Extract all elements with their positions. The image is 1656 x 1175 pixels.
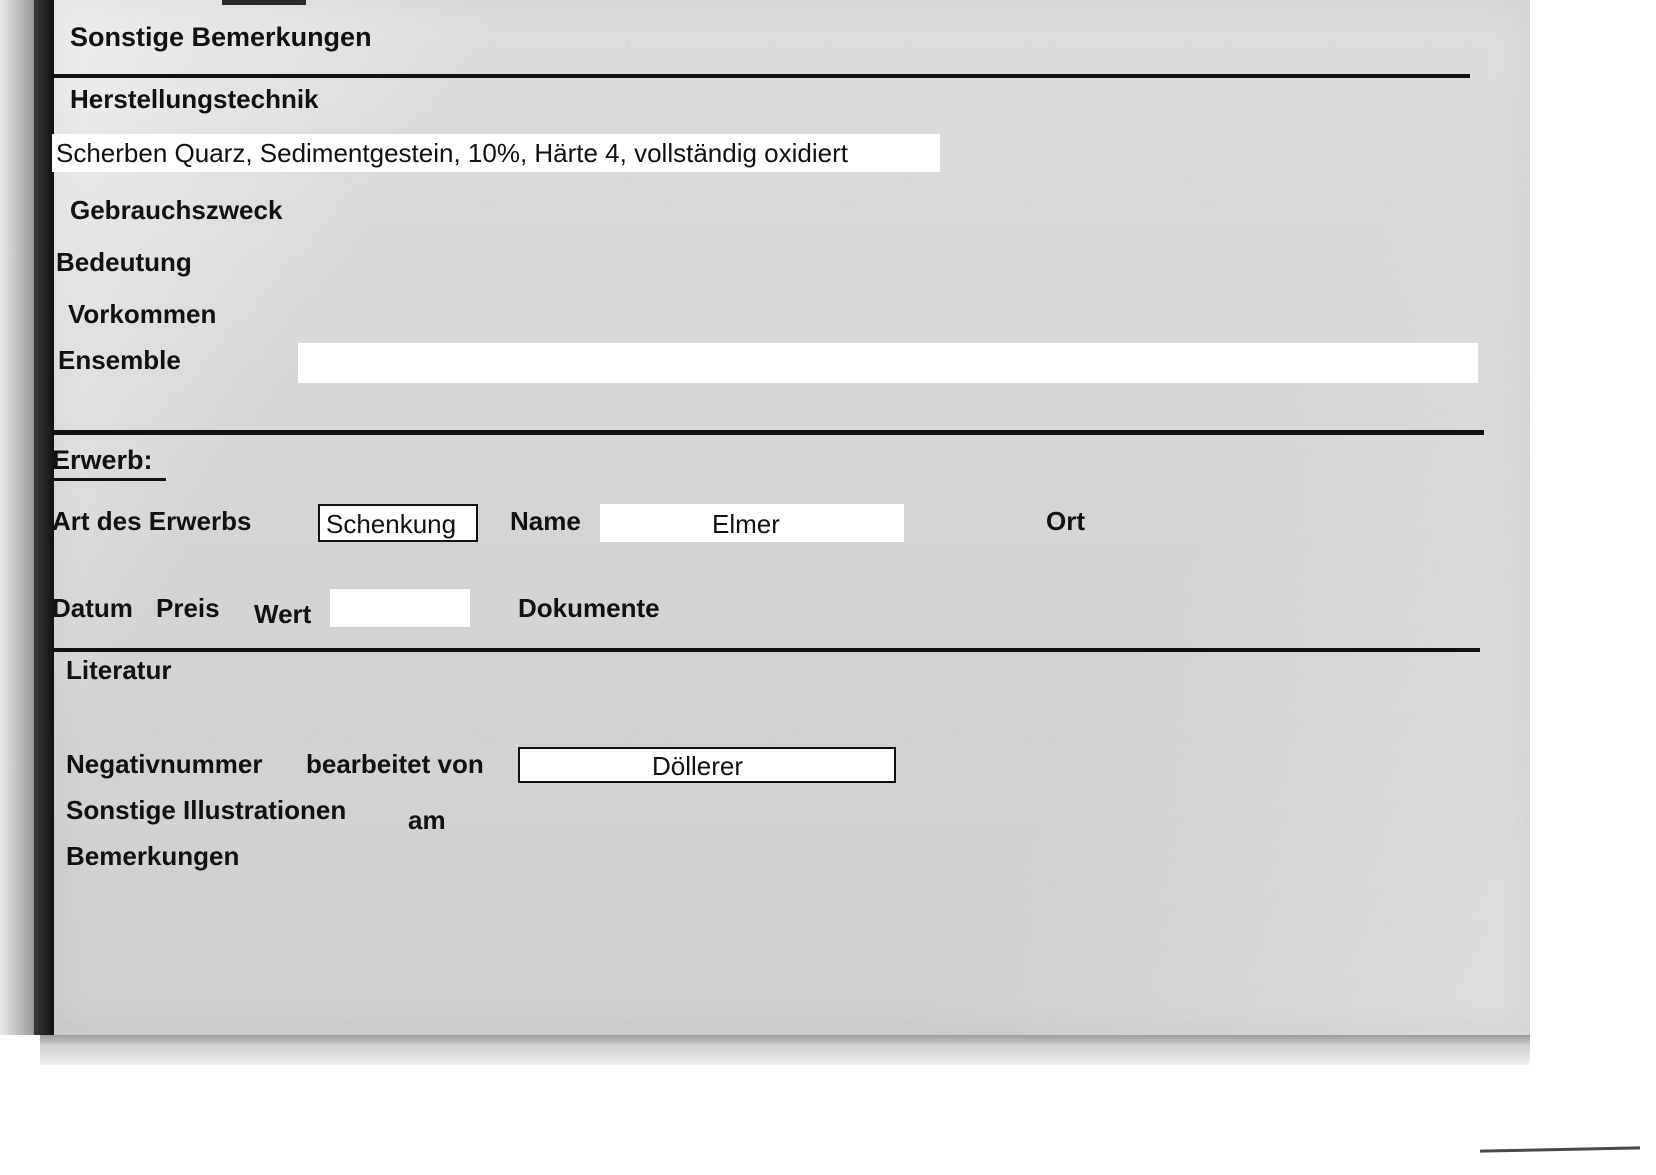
footer-remarks-label: Bemerkungen [66,841,240,871]
edited-by-label: bearbeitet von [306,749,484,779]
divider-top [52,74,1470,78]
ensemble-label: Ensemble [58,345,181,375]
technique-heading: Herstellungstechnik [70,84,319,114]
acquisition-name-value: Elmer [712,509,780,539]
on-date-label: am [408,805,446,835]
acquisition-heading: Erwerb: [52,445,153,475]
literature-label: Literatur [66,655,172,685]
acquisition-documents-label: Dokumente [518,593,660,623]
ensemble-value-field[interactable] [298,343,1478,383]
other-illustrations-label: Sonstige Illustrationen [66,795,347,825]
acquisition-date-label: Datum [52,593,133,623]
acquisition-name-label: Name [510,506,581,536]
divider-literature [52,648,1480,652]
acquisition-place-label: Ort [1046,506,1085,536]
occurrence-label: Vorkommen [68,299,217,329]
scanner-left-edge-dark [34,0,54,1110]
edited-by-value: Döllerer [652,751,744,781]
technique-value-text: Scherben Quarz, Sedimentgestein, 10%, Härte 4, vollständig oxidiert [56,138,848,168]
meaning-label: Bedeutung [56,247,192,277]
acquisition-type-value: Schenkung [326,509,457,539]
paper-top-mark [222,0,306,5]
acquisition-type-label: Art des Erwerbs [52,506,252,536]
remarks-heading: Sonstige Bemerkungen [70,22,372,52]
paper-bottom-shadow [40,1035,1530,1065]
acquisition-price-label: Preis [156,593,220,623]
negative-number-label: Negativnummer [66,749,263,779]
purpose-label: Gebrauchszweck [70,195,283,225]
scanner-left-edge [0,0,54,1110]
divider-acquisition [52,430,1484,435]
acquisition-worth-label: Wert [254,599,312,629]
acquisition-worth-field[interactable] [330,589,470,627]
acquisition-heading-underline [52,478,166,481]
